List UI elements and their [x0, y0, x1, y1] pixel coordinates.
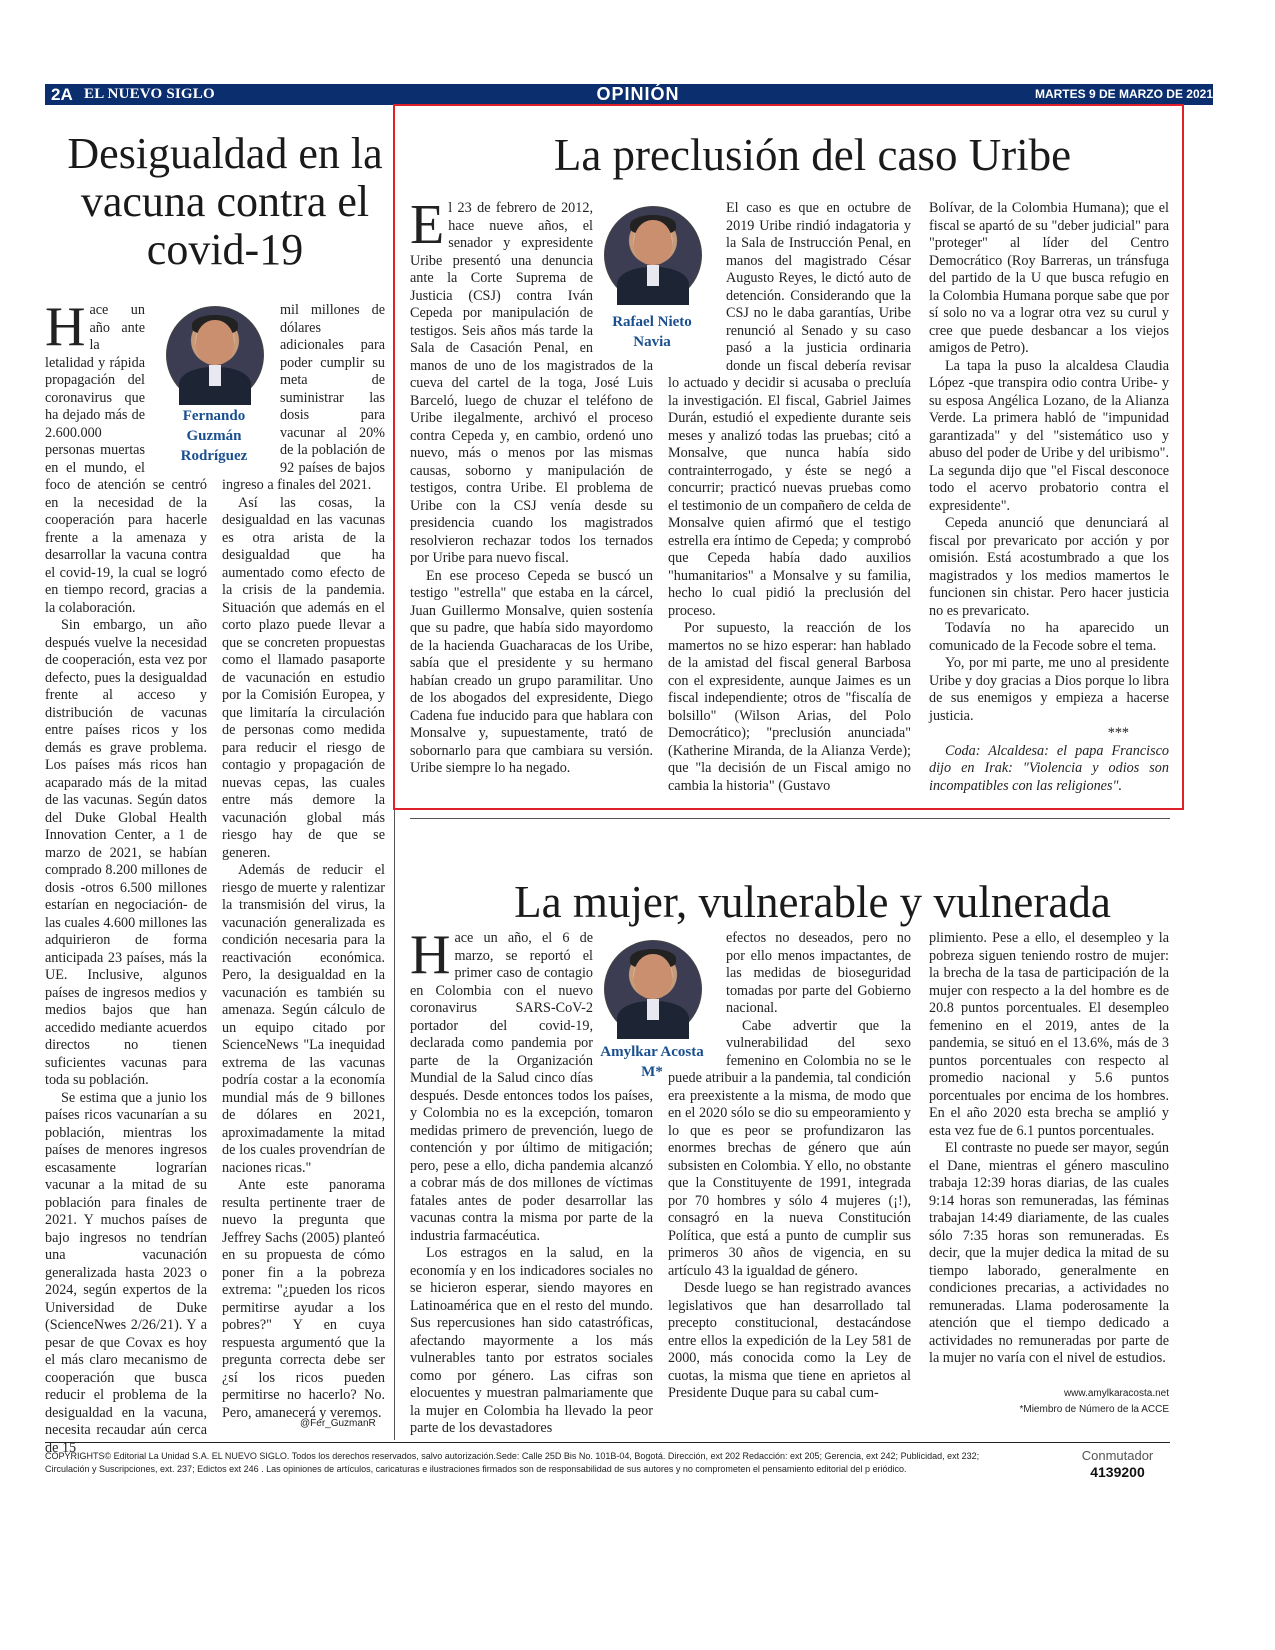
author-name-guzman: Fernando Guzmán Rodríguez — [180, 408, 248, 464]
paragraph: Desde luego se han registrado avances legislativos que han desarrollado tal precepto constitucional, destacándose entre ellos la expedición de la Ley 581 de 2000, más conocida como la Ley de cuotas, la misma que tiene en aprietos al Presidente Duque para su cabal cum- — [668, 1280, 911, 1401]
conmutador-number: 4139200 — [1090, 1464, 1145, 1480]
paragraph: Cabe advertir que la vulnerabilidad del sexo femenino en Colombia no se le puede atribuir a la pandemia, tal condición era preexistente a la misma, de modo que en el 2020 sólo se dio su empeoramiento y lo que es peor se profundizaron las enormes brechas de género que aún subsisten en Colombia. Y ello, no obstante que la Constituyente de 1991, integrada por 70 hombres y sólo 4 mujeres (¡!), consagró en la nueva Constitución Política, que está a punto de cumplir sus primeros 30 años de vigencia, en su artículo 43 la igualdad de género. — [668, 1017, 911, 1279]
drop-cap: H — [45, 296, 86, 358]
paragraph: Ante este panorama resulta pertinente traer de nuevo la pregunta que Jeffrey Sachs (2005) planteó en su propuesta de cómo poner fin a la pobreza extrema: "¿pueden los ricos permitirse ayudar a los pobres?" Y en cuya respuesta argumentó que la pregunta correcta debe ser ¿sí los ricos pueden permitirse no hacerlo? No. Pero, amanecerá y veremos. — [222, 1177, 385, 1421]
left-article-col1 — [45, 296, 207, 1456]
paragraph: plimiento. Pese a ello, el desempleo y la pobreza siguen teniendo rostro de mujer: la brecha de la tasa de participación de la mujer con respecto a la del hombre es de 20.8 puntos porcentuales. El desempleo femenino en el 2019, antes de la pandemia, se situó en el 13.6%, más de 3 puntos porcentuales con respecto al promedio nacional y 5.6 puntos porcentuales por encima de los hombres. En el año 2020 esta brecha se amplió y esta vez fue de 6.1 puntos porcentuales. — [929, 930, 1169, 1139]
lower-article-col3 — [929, 930, 1169, 1380]
drop-cap: H — [410, 924, 451, 986]
twitter-handle: @Fer_GuzmanR — [300, 1418, 376, 1429]
lead-paragraph: ace un año ante la letalidad y rápida propagación del coronavirus que ha dejado más de 2.600.000 personas muertas en el mundo, el foco de atención se centró en la necesidad de la cooperación para hacerle frente a la amenaza y desarrollar la vacuna contra el covid-19, la cual se logró en tiempo record, gracias a la colaboración. — [45, 302, 207, 616]
left-article-title: Desigualdad en la vacuna contra el covid-19 — [67, 129, 383, 274]
paragraph: En ese proceso Cepeda se buscó un testigo "estrella" que estaba en la cárcel, Juan Guillermo Monsalve, quien sostenía que su padre, que había sido mayordomo de la hacienda Guacharacas de los Uribe, sabía que el presidente y su hermano habían creado un grupo paramilitar. Uno de los abogados del expresidente, Diego Cadena fue inducido para que hablara con Monsalve y, supuestamente, trató de sobornarlo para que cambiara su versión. Uribe siempre lo ha negado. — [410, 567, 653, 776]
left-article-col2 — [222, 302, 385, 1421]
paragraph: El caso es que en octubre de 2019 Uribe rindió indagatoria y la Sala de Instrucción Penal, en manos del magistrado César Augusto Reyes, le dictó auto de detención. Considerando que la CSJ no le daba garantías, Uribe renunció al Senado y su caso pasó a la justicia ordinaria donde un fiscal debería revisar lo actuado y decidir si acusaba o precluía la investigación. El fiscal, Gabriel Jaimes Durán, estudió el expediente durante seis meses y analizó todas las pruebas; citó a Monsalve, que nunca había sido contrainterrogado, y éste se negó a concurrir; practicó nuevas pruebas como el testimonio de un compañero de celda de Monsalve quien afirmó que el testigo estrella era íntimo de Cepeda; y comprobó que Cepeda había dado auxilios "humanitarios" a Monsalve y su familia, hecho lo cual pidió la preclusión del proceso. — [668, 200, 911, 619]
paragraph: Así las cosas, la desigualdad en las vacunas es otra arista de la desigualdad que ha aumentado como efecto de la crisis de la pandemia. Situación que además en el corto plazo puede llevar a que se concreten propuestas como el llamado pasaporte de vacunación en estudio por la Comisión Europea, y que limitaría la circulación de personas como medida para reducir el riesgo de contagio y propagación de nuevas cepas, las cuales entre más demore la vacunación global más riesgo hay de que se generen. — [222, 494, 385, 861]
paragraph: Se estima que a junio los países ricos vacunarían a su población, mientras los países de menores ingresos escasamente lograrían vacunar a la mitad de su población para finales de 2021. Y muchos países de bajo ingresos no tendrían una vacunación generalizada hasta 2023 o 2024, según expertos de la Universidad de Duke (ScienceNwes 2/26/21). Y a pesar de que Covax es hoy el más claro mecanismo de cooperación que busca reducir el problema de la desigualdad en la vacuna, necesita recaudar aún cerca de 15 — [45, 1089, 207, 1456]
drop-cap: E — [410, 194, 445, 256]
paragraph: efectos no deseados, pero no por ello menos impactantes, de las medidas de bioseguridad tomadas por parte del Gobierno nacional. — [726, 930, 911, 1016]
paragraph: Yo, por mi parte, me uno al presidente Uribe y doy gracias a Dios porque lo libra de sus enemigos y empieza a hacerse justicia. — [929, 655, 1169, 724]
author-note: *Miembro de Número de la ACCE — [1019, 1404, 1169, 1415]
paragraph: La tapa la puso la alcaldesa Claudia López -que transpira odio contra Uribe- y su esposa Angélica Lozano, de la Alianza Verde. La primera habló de "impunidad garantizada" y del "sistemático uso y abuso del poder de Uribe y del uribismo". La segunda dijo que "el Fiscal desconoce todo el acervo probatorio contra el expresidente". — [929, 357, 1169, 514]
main-article-col2 — [668, 200, 911, 800]
newspaper-name: EL NUEVO SIGLO — [84, 86, 215, 102]
article-divider — [410, 818, 1170, 819]
lead-paragraph: l 23 de febrero de 2012, hace nueve años, el senador y expresidente Uribe presentó una denuncia ante la Corte Suprema de Justicia (CSJ) contra Iván Cepeda por manipulación de testigos. Seis años más tarde la Sala de Casación Penal, en manos de uno de los magistrados de la cueva del cartel de la toga, José Luis Barceló, luego de chuzar el teléfono de Uribe ilegalmente, archivó el proceso contra Cepeda y, en cambio, ordenó uno nuevo, más o menos por las mismas causas, soborno y manipulación de testigos, contra Uribe. El problema de Uribe con la CSJ venía desde su presidencia cuando los magistrados resolvieron rechazar todos los ternados por Uribe para nuevo fiscal. — [410, 200, 653, 566]
lower-article-col2 — [668, 930, 911, 1420]
page-number: 2A — [51, 85, 73, 104]
paragraph: Todavía no ha aparecido un comunicado de la Fecode sobre el tema. — [929, 620, 1169, 654]
author-website: www.amylkaracosta.net — [1063, 1388, 1169, 1399]
footer-line-1: COPYRIGHTS© Editorial La Unidad S.A. EL NUEVO SIGLO. Todos los derechos reservados, salvo autorización.Sede: Calle 25D Bis No. 101B-04, Bogotá. Dirección, ext 202 Redacción: ext 205; Gerencia, ext 242; Publicidad, ext 232; — [45, 1451, 980, 1461]
paragraph: Los estragos en la salud, en la economía y en los indicadores sociales no se hicieron esperar, siendo mayores en Latinoamérica que en el resto del mundo. Sus repercusiones han sido catastróficas, afectando mayormente a los más vulnerables tanto por estratos sociales como por género. Las cifras son elocuentes y muestran palmariamente que la mujer en Colombia ha llevado la peor parte de los devastadores — [410, 1245, 653, 1436]
lower-article-col1 — [410, 924, 653, 1436]
paragraph: El contraste no puede ser mayor, según el Dane, mientras el género masculino trabaja 12:39 horas diarias, de las cuales 9:14 horas son remuneradas, las féminas trabajan 14:49 diariamente, de las cuales sólo 7:35 horas son remuneradas. Es decir, que la mujer dedica la mitad de su tiempo laborado, generalmente en condiciones precarias, a actividades no remuneradas. Llama poderosamente la atención que el tiempo dedicado a actividades no remuneradas por parte de la mujer no varía con el nivel de estudios. — [929, 1140, 1169, 1366]
footer-rule — [45, 1442, 1170, 1443]
issue-date: MARTES 9 DE MARZO DE 2021 — [1034, 87, 1213, 101]
paragraph: Sin embargo, un año después vuelve la necesidad de cooperación, esta vez por defecto, pues la desigualdad frente al acceso y distribución de vacunas entre países ricos y los demás es grave problema. Los países más ricos han acaparado más de la mitad de las vacunas. Según datos del Duke Global Health Innovation Center, a 1 de marzo de 2021, se habían comprado 8.200 millones de dosis -otros 6.500 millones estarían en negociación- de las cuales 4.600 millones las adquirieron de forma anticipada 23 países, más la UE. Inclusive, algunos países de ingresos medios y medios bajos que han accedido mediante acuerdos directos no tienen suficientes vacunas para toda su población. — [45, 617, 207, 1088]
lower-article-title: La mujer, vulnerable y vulnerada — [514, 877, 1111, 927]
paragraph: Por supuesto, la reacción de los mamertos no se hizo esperar: han hablado de la amistad del fiscal general Barbosa con el expresidente, aunque Jaimes es un fiscal independiente; otros de "fiscalía de bolsillo" (Wilson Arias, del Polo Democrático); "preclusión anunciada" (Katherine Miranda, de la Alianza Verde); que "la decisión de un Fiscal amigo no cambia la historia" (Gustavo — [668, 620, 911, 794]
paragraph: mil millones de dólares adicionales para poder cumplir su meta de suministrar las dosis para vacunar al 20% de la población de 92 países de bajos ingreso a finales del 2021. — [222, 302, 385, 493]
footer-line-2: Circulación y Suscripciones, ext. 237; Edictos ext 246 . Las opiniones de artículos, caricaturas e ilustraciones firmados son de responsabilidad de sus autores y no comprometen el pensamiento editorial del p eriódico. — [45, 1464, 907, 1474]
author-name-nieto: Rafael Nieto Navia — [612, 314, 692, 350]
lead-paragraph: ace un año, el 6 de marzo, se reportó el primer caso de contagio en Colombia con el nuevo coronavirus SARS-CoV-2 portador del covid-19, declarada como pandemia por parte de la Organización Mundial de la Salud cinco días después. Desde entonces todos los países, y Colombia no es la excepción, tomaron medidas primero de prevención, luego de contención y por último de mitigación; pero, pese a ello, dicha pandemia alcanzó a cobrar más de dos millones de víctimas fatales antes de poder desarrollar las vacunas contra la misma por parte de la industria farmacéutica. — [410, 930, 653, 1244]
paragraph: Bolívar, de la Colombia Humana); que el fiscal se apartó de su "deber judicial" para "proteger" al líder del Centro Democrático (Roy Barreras, un tránsfuga del partido de la U que busca refugio en la Colombia Humana porque sabe que por sí solo no va a lograr otra vez su curul y cree que puede desbancar a los viejos amigos de Petro). — [929, 200, 1169, 356]
main-article-col3 — [929, 200, 1169, 800]
paragraph: Cepeda anunció que denunciará al fiscal por prevaricato por acción y por omisión. Está acostumbrado a que los magistrados y los medios mamertos le funcionen sin chistar. Pero hacer justicia no es prevaricato. — [929, 515, 1169, 619]
footer-copyright — [45, 1450, 1130, 1476]
coda: Coda: Alcaldesa: el papa Francisco dijo en Irak: "Violencia y odios son incompatibles con las religiones". — [929, 742, 1169, 794]
main-article-col1 — [410, 194, 653, 800]
author-name-acosta: Amylkar Acosta M* — [600, 1044, 704, 1080]
main-article-title: La preclusión del caso Uribe — [553, 130, 1072, 180]
section-title: OPINIÓN — [596, 84, 680, 104]
conmutador-label: Conmutador — [1081, 1448, 1154, 1463]
separator-stars: *** — [1107, 725, 1129, 741]
paragraph: Además de reducir el riesgo de muerte y ralentizar la transmisión del virus, la vacunación generalizada es condición necesaria para la reactivación económica. Pero, la desigualdad en la vacunación es también su amenaza. Según cálculo de un equipo citado por ScienceNews "La inequidad extrema de las vacunas podría costar a la economía mundial más de 9 billones de dólares en 2021, aproximadamente la mitad de los cuales provendrían de naciones ricas." — [222, 862, 385, 1176]
